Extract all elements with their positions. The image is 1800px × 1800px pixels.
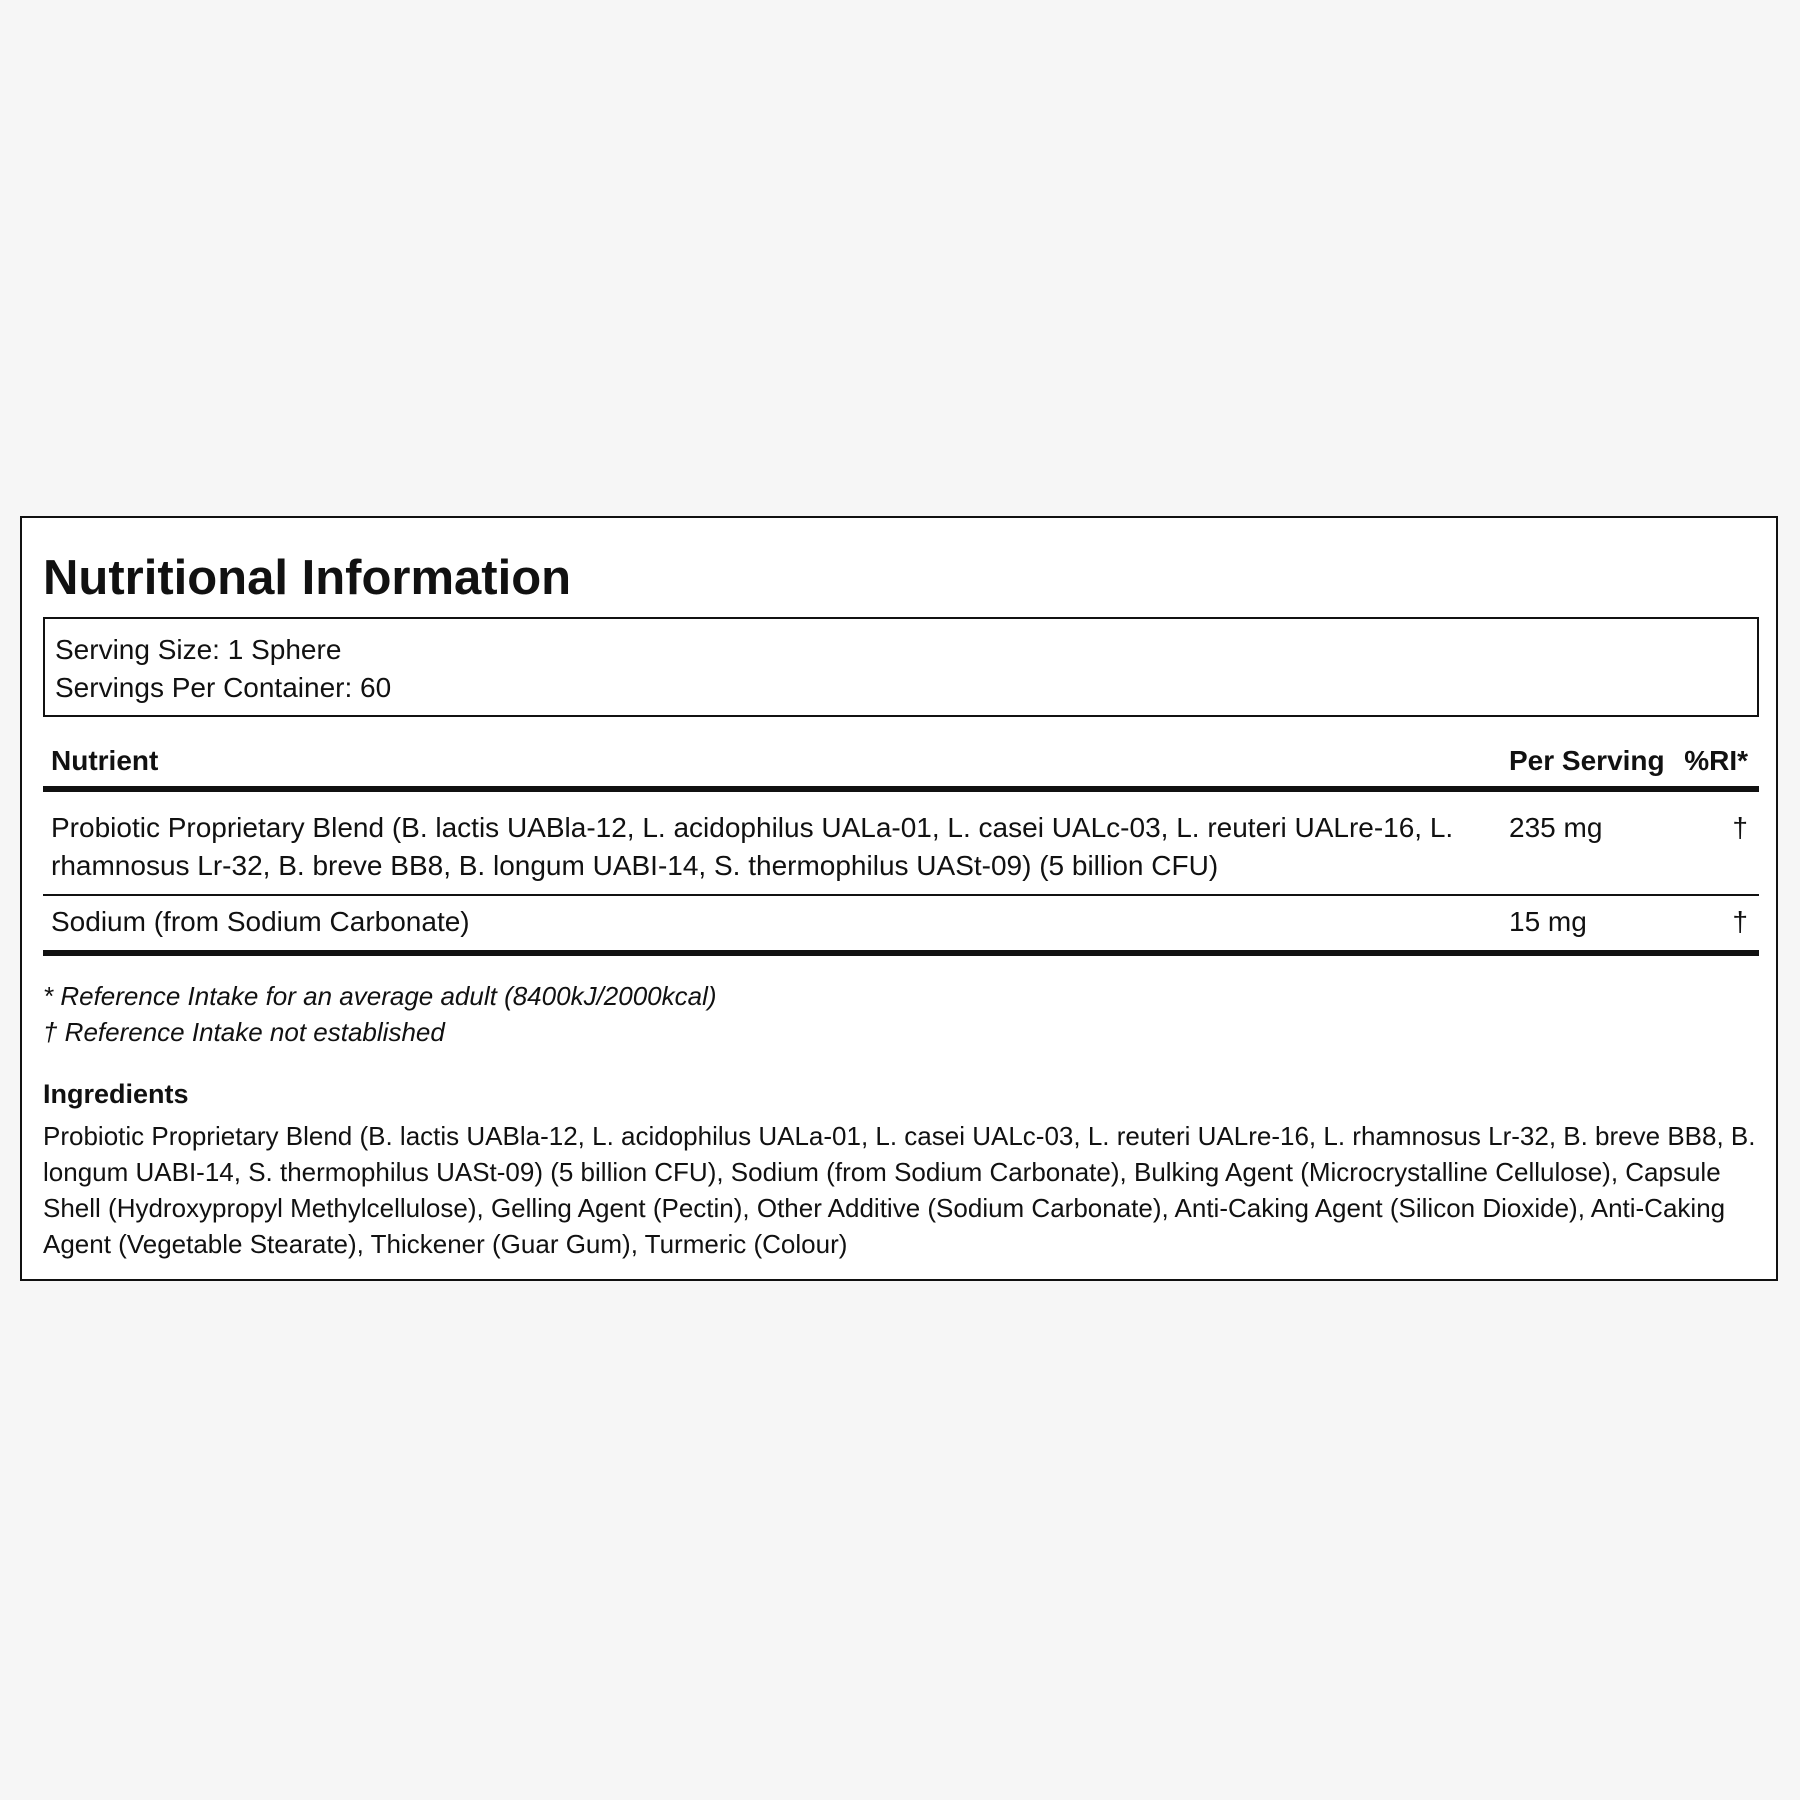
table-row-sodium-nutrient: Sodium (from Sodium Carbonate): [51, 906, 470, 937]
footnote-not-established: † Reference Intake not established: [43, 1017, 445, 1047]
table-row-probiotic-amount: 235 mg: [1509, 812, 1603, 843]
table-bottom-divider: [43, 950, 1759, 956]
servings-per-container: Servings Per Container: 60: [55, 672, 392, 703]
table-row-probiotic-ri: †: [1732, 812, 1748, 843]
column-header-ri: %RI*: [1684, 745, 1748, 776]
column-header-per-serving: Per Serving: [1509, 745, 1665, 776]
table-row-probiotic-nutrient: Probiotic Proprietary Blend (B. lactis UABla-12, L. acidophilus UALa-01, L. casei UALc-03, L. reuteri UALre-16, L. rhamnosus Lr-32, B. breve BB8, B. longum UABI-14, S. thermophilus UASt-09) (5 billion CFU): [51, 812, 1454, 881]
serving-size: Serving Size: 1 Sphere: [55, 634, 342, 665]
ingredients-text: Probiotic Proprietary Blend (B. lactis UABla-12, L. acidophilus UALa-01, L. casei UALc-03, L. reuteri UALre-16, L. rhamnosus Lr-32, B. breve BB8, B. longum UABI-14, S. thermophilus UASt-09) (5 billion CFU), Sodium (from Sodium Carbonate), Bulking Agent (Microcrystalline Cellulose), Capsule Shell (Hydroxypropyl Methylcellulose), Gelling Agent (Pectin), Other Additive (Sodium Carbonate), Anti-Caking Agent (Silicon Dioxide), Anti-Caking Agent (Vegetable Stearate), Thickener (Guar Gum), Turmeric (Colour): [43, 1121, 1756, 1259]
table-row-divider: [43, 894, 1759, 896]
label-title: Nutritional Information: [43, 551, 572, 605]
table-header-divider: [43, 786, 1759, 792]
table-row-sodium-ri: †: [1732, 906, 1748, 937]
column-header-nutrient: Nutrient: [51, 745, 159, 776]
table-row-sodium-amount: 15 mg: [1509, 906, 1587, 937]
footnote-reference-intake: * Reference Intake for an average adult (8400kJ/2000kcal): [43, 981, 717, 1011]
ingredients-heading: Ingredients: [43, 1079, 189, 1109]
serving-info-box: [43, 617, 1759, 717]
nutrition-label-panel: [20, 516, 1778, 1281]
